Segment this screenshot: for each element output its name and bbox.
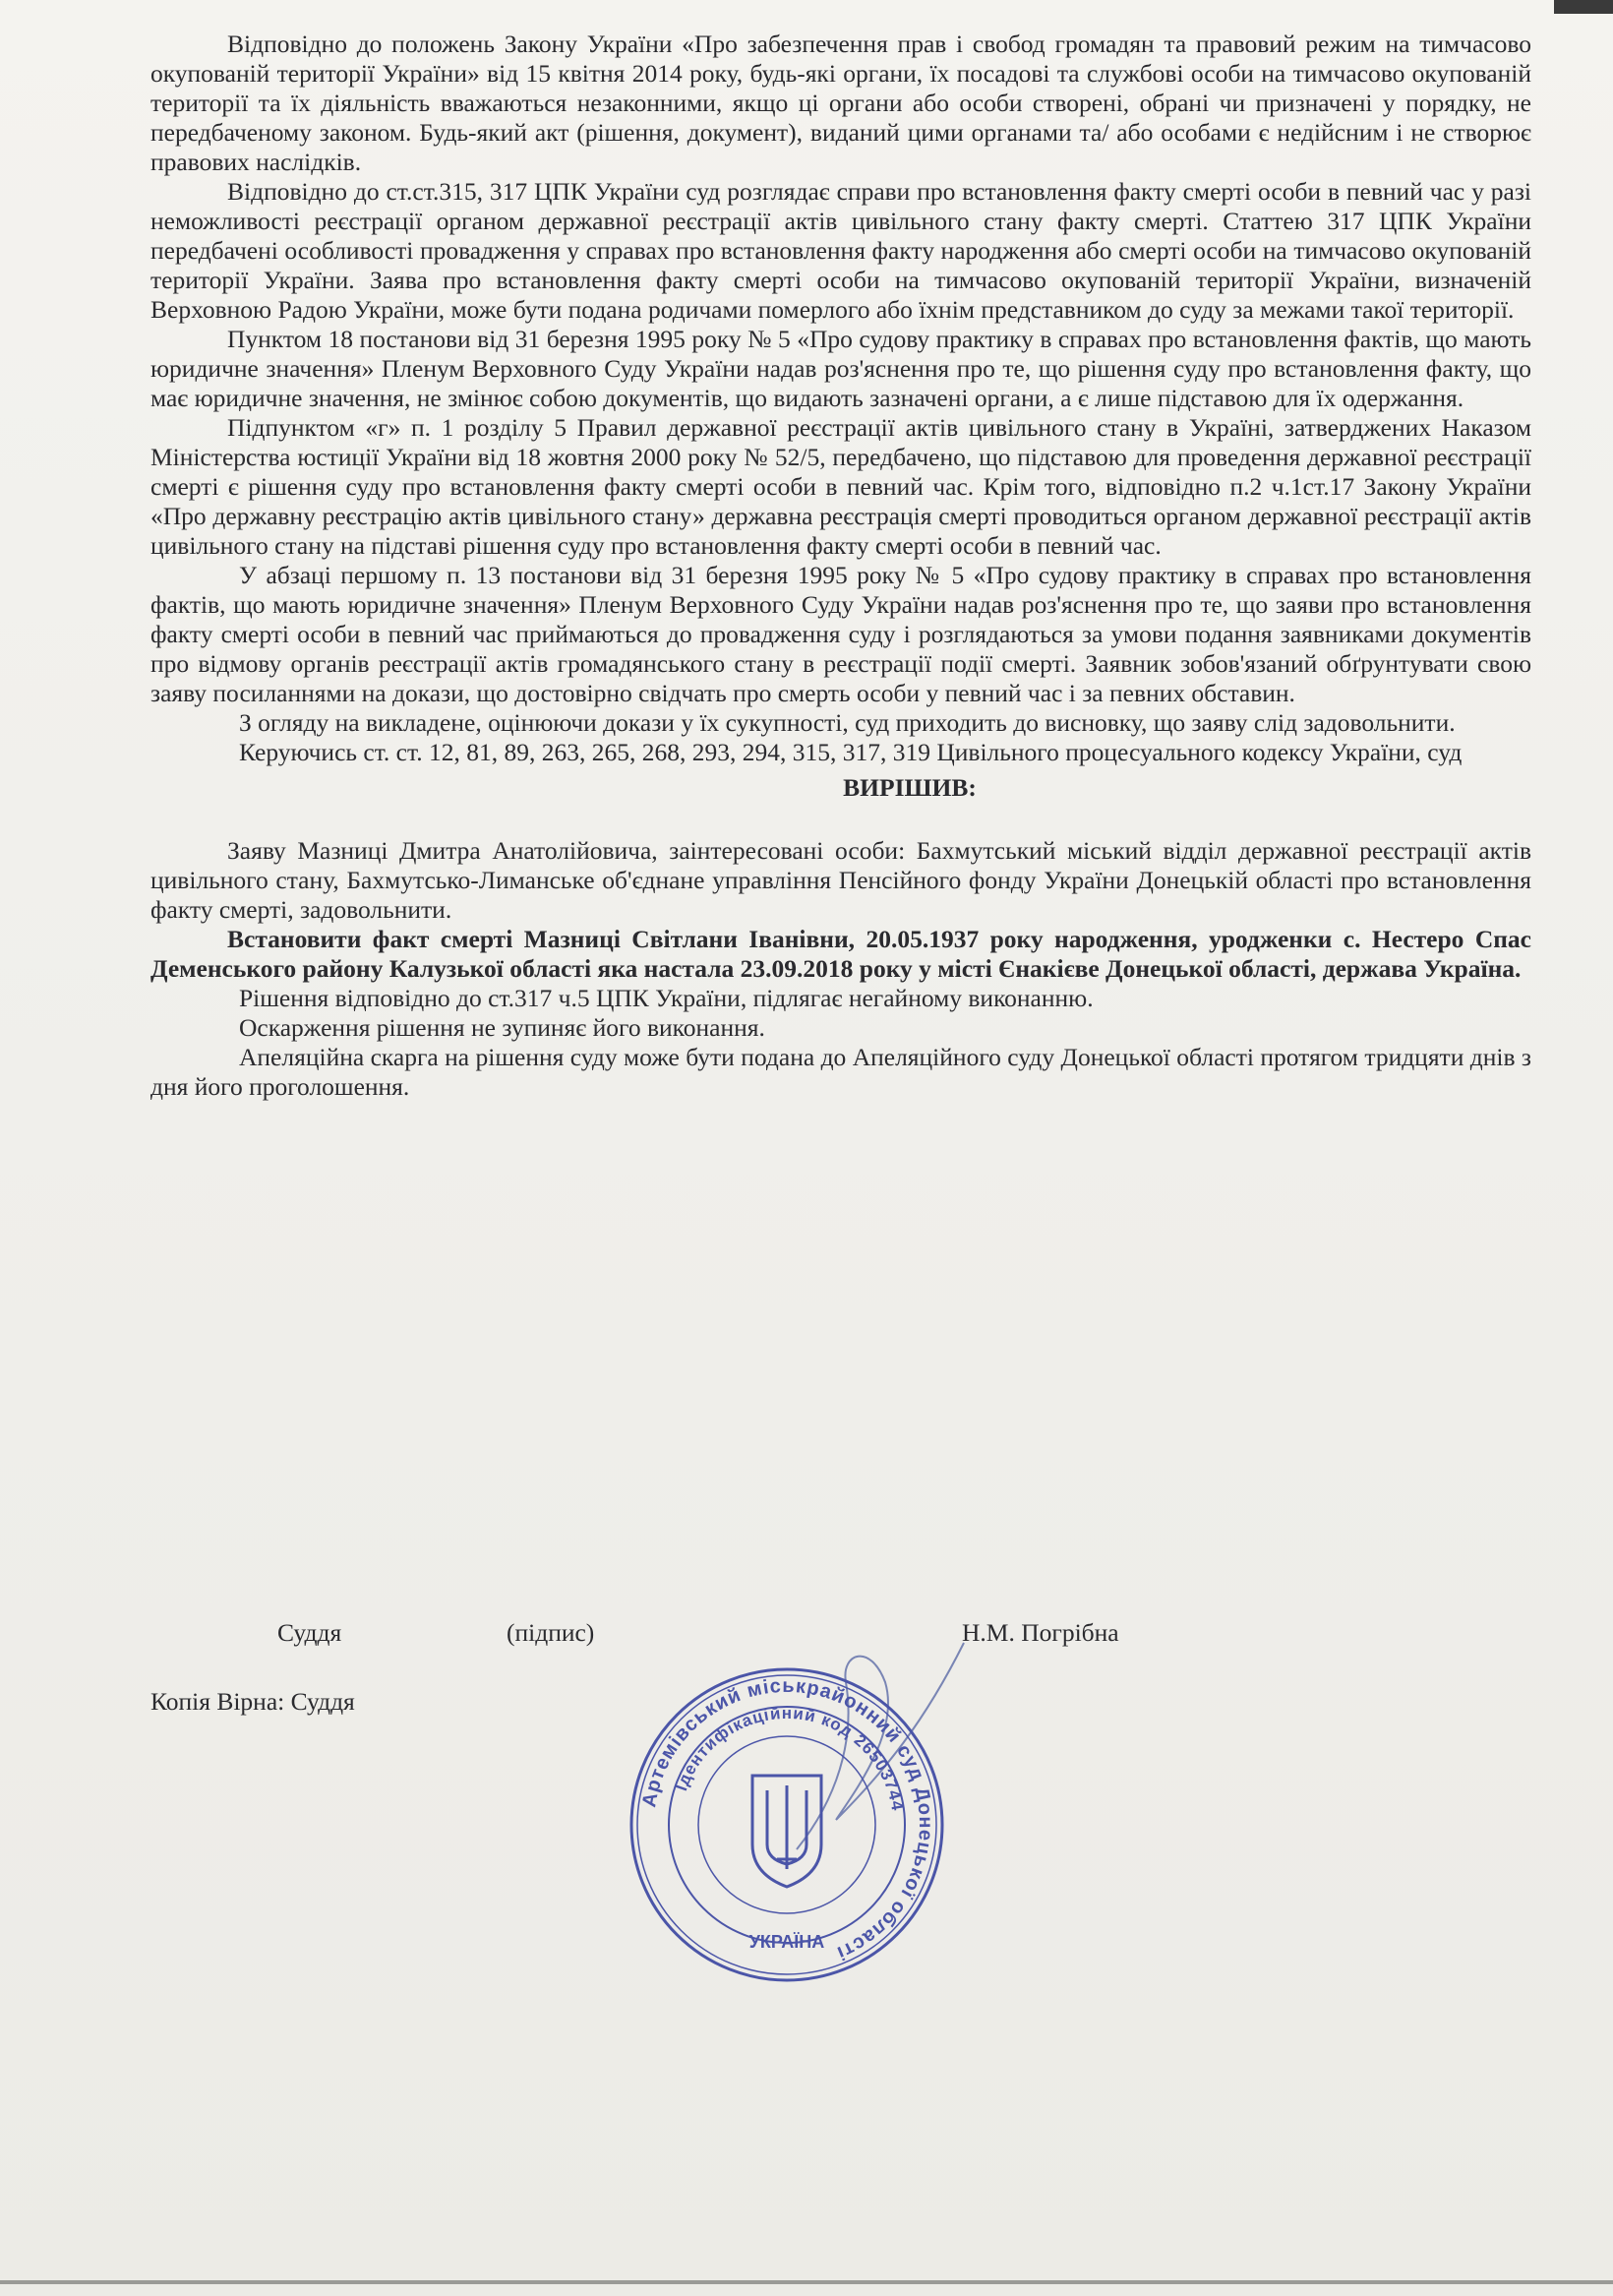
stamp-outer-text: Артемівський міськрайонний суд Донецької області	[638, 1674, 937, 1964]
page-bottom-edge	[0, 2280, 1613, 2284]
court-stamp	[625, 1662, 949, 1987]
resolution-heading: ВИРІШИВ:	[843, 773, 977, 802]
scan-edge-mark	[1554, 0, 1613, 14]
signature-name: Н.М. Погрібна	[962, 1618, 1119, 1647]
certified-copy-line: Копія Вірна: Суддя	[150, 1687, 355, 1716]
closing-paragraph-3: Апеляційна скарга на рішення суду може бути подана до Апеляційного суду Донецької області протягом тридцяти днів з дня його проголошення.	[150, 1043, 1531, 1101]
resolution-paragraph: Заяву Мазниці Дмитра Анатолійовича, заінтересовані особи: Бахмутський міський відділ державної реєстрації актів цивільного стану, Бахмутсько-Лиманське об'єднане управління Пенсійного фонду України Донецькій області про встановлення факту смерті, задовольнити.	[150, 836, 1531, 924]
paragraph-7: Керуючись ст. ст. 12, 81, 89, 263, 265, 268, 293, 294, 315, 317, 319 Цивільного процесуального кодексу України, суд	[239, 738, 1463, 766]
paragraph-2: Відповідно до ст.ст.315, 317 ЦПК України суд розглядає справи про встановлення факту смерті особи в певний час у разі неможливості реєстрації органом державної реєстрації актів цивільного стану факту смерті. Статтею 317 ЦПК України передбачені особливості провадження у справах про встановлення факту народження або смерті особи на тимчасово окупованій території України. Заява про встановлення факту смерті особи на тимчасово окупованій території України, визначеній Верховною Радою України, може бути подана родичами померлого або їхнім представником до суду за межами такої території.	[150, 177, 1531, 324]
signature-note: (підпис)	[507, 1618, 595, 1647]
signature-role: Суддя	[277, 1618, 342, 1647]
stamp-bottom-text: УКРАЇНА	[748, 1932, 825, 1952]
established-fact-paragraph: Встановити факт смерті Мазниці Світлани Іванівни, 20.05.1937 року народження, уродженки с. Нестеро Спас Деменського району Калузької області яка настала 23.09.2018 року у місті Єнакієве Донецької області, держава Україна.	[150, 925, 1531, 983]
paragraph-3: Пунктом 18 постанови від 31 березня 1995 року № 5 «Про судову практику в справах про встановлення фактів, що мають юридичне значення» Пленум Верховного Суду України надав роз'яснення про те, що рішення суду про встановлення факту, що має юридичне значення, не змінює собою документів, що видають зазначені органи, а є лише підставою для їх одержання.	[150, 325, 1531, 412]
paragraph-4: Підпунктом «г» п. 1 розділу 5 Правил державної реєстрації актів цивільного стану в Україні, затверджених Наказом Міністерства юстиції України від 18 жовтня 2000 року № 52/5, передбачено, що підставою для проведення державної реєстрації смерті є рішення суду про встановлення факту смерті особи в певний час. Крім того, відповідно п.2 ч.1ст.17 Закону України «Про державну реєстрацію актів цивільного стану» державна реєстрація смерті проводиться органом державної реєстрації актів цивільного стану на підставі рішення суду про встановлення факту смерті особи в певний час.	[150, 413, 1531, 560]
closing-paragraph-1: Рішення відповідно до ст.317 ч.5 ЦПК України, підлягає негайному виконанню.	[239, 984, 1094, 1012]
paragraph-1: Відповідно до положень Закону України «Про забезпечення прав і свобод громадян та правовий режим на тимчасово окупованій території України» від 15 квітня 2014 року, будь-які органи, їх посадові та службові особи на тимчасово окупованій території та їх діяльність вважаються незаконними, якщо ці органи або особи створені, обрані чи призначені у порядку, не передбаченому законом. Будь-який акт (рішення, документ), виданий цими органами та/ або особами є недійсним і не створює правових наслідків.	[150, 30, 1531, 176]
trident-emblem-icon	[752, 1776, 821, 1887]
document-body	[150, 30, 1531, 1102]
paragraph-5: У абзаці першому п. 13 постанови від 31 березня 1995 року № 5 «Про судову практику в справах про встановлення фактів, що мають юридичне значення» Пленум Верховного Суду України надав роз'яснення про те, що заяви про встановлення факту смерті особи в певний час приймаються до провадження суду і розглядаються за умови подання заявниками документів про відмову органів реєстрації актів громадянського стану в реєстрації події смерті. Заявник зобов'язаний обґрунтувати свою заяву посиланнями на докази, що достовірно свідчать про смерть особи у певний час і за певних обставин.	[150, 561, 1531, 707]
stamp-inner-text: Ідентифікаційний код 26503744	[672, 1703, 908, 1813]
closing-paragraph-2: Оскарження рішення не зупиняє його виконання.	[239, 1013, 765, 1042]
paragraph-6: З огляду на викладене, оцінюючи докази у їх сукупності, суд приходить до висновку, що заяву слід задовольнити.	[239, 708, 1456, 737]
